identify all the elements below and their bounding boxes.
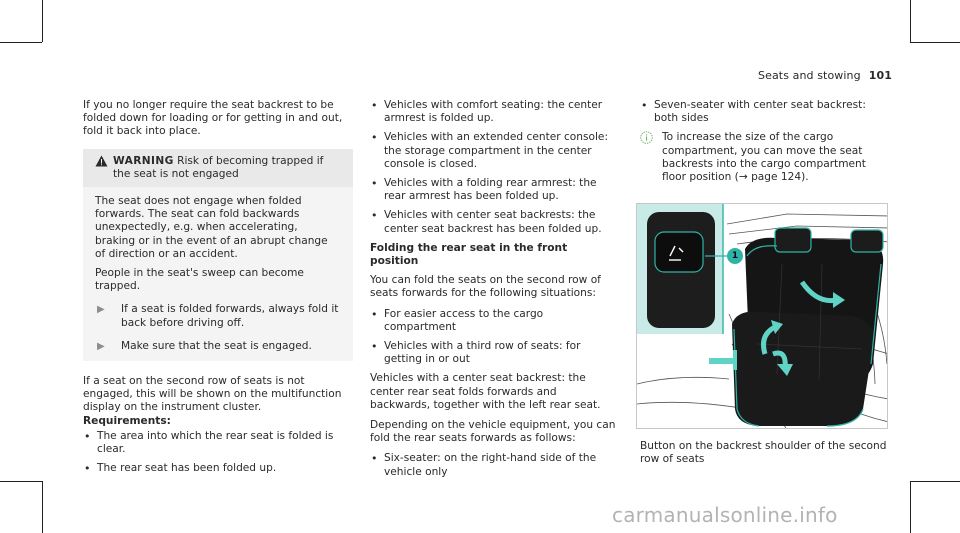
warning-label: WARNING bbox=[113, 154, 174, 167]
list-item: • The area into which the rear seat is folded is clear. bbox=[83, 430, 353, 456]
crop-mark bbox=[910, 0, 911, 42]
crop-mark bbox=[0, 42, 42, 43]
rear-seat-illustration bbox=[636, 203, 888, 429]
warning-step bbox=[95, 303, 341, 329]
list-item: • Seven-seater with center seat backrest: both sides bbox=[640, 99, 890, 125]
crop-mark bbox=[0, 481, 42, 482]
section-title: Seats and stowing bbox=[758, 69, 861, 82]
warning-step-text: Make sure that the seat is engaged. bbox=[121, 339, 312, 352]
section-heading: Folding the rear seat in the front position bbox=[370, 241, 568, 268]
figure-caption: Button on the backrest shoulder of the second row of seats bbox=[640, 440, 887, 466]
list-item: • For easier access to the cargo compartment bbox=[370, 308, 618, 334]
list-item: • Vehicles with comfort seating: the center armrest is folded up. bbox=[370, 99, 618, 125]
body-paragraph: You can fold the seats on the second row of seats forwards for the following situations: bbox=[370, 274, 601, 300]
situations-list bbox=[370, 308, 618, 367]
list-item: • Vehicles with a third row of seats: for getting in or out bbox=[370, 340, 618, 366]
body-paragraph: Vehicles with a center seat backrest: the center rear seat folds forwards and backwards, together with the left rear seat. bbox=[370, 372, 601, 411]
body-paragraph: Depending on the vehicle equipment, you can fold the rear seats forwards as follows: bbox=[370, 419, 616, 445]
seat-variant-list bbox=[370, 452, 618, 478]
warning-box bbox=[83, 149, 353, 361]
status-paragraph: If a seat on the second row of seats is not engaged, this will be shown on the multifunction display on the instrument cluster. bbox=[83, 375, 342, 414]
warning-step-text: If a seat is folded forwards, always fold it back before driving off. bbox=[121, 303, 339, 329]
crop-mark bbox=[42, 481, 43, 533]
crop-mark bbox=[42, 0, 43, 42]
warning-title-text: Risk of becoming trapped if the seat is not engaged bbox=[113, 154, 324, 180]
info-icon bbox=[640, 131, 662, 184]
crop-mark bbox=[910, 42, 960, 43]
seat-variant-list-continued bbox=[640, 99, 890, 125]
list-item: • Vehicles with center seat backrests: the center seat backrest has been folded up. bbox=[370, 209, 618, 235]
info-note bbox=[640, 131, 890, 184]
warning-title bbox=[113, 155, 341, 181]
list-item: • Vehicles with a folding rear armrest: the rear armrest has been folded up. bbox=[370, 177, 618, 203]
list-item: • The rear seat has been folded up. bbox=[83, 462, 353, 475]
watermark-text: carmanualsonline.info bbox=[612, 503, 838, 527]
intro-paragraph: If you no longer require the seat backrest to be folded down for loading or for getting in and out, fold it back into place. bbox=[83, 99, 343, 138]
list-item: • Six-seater: on the right-hand side of the vehicle only bbox=[370, 452, 618, 478]
crop-mark bbox=[910, 481, 960, 482]
column-left bbox=[83, 99, 353, 481]
requirements-list-continued bbox=[370, 99, 618, 236]
warning-header bbox=[83, 149, 353, 187]
column-right bbox=[640, 99, 890, 184]
warning-paragraph: The seat does not engage when folded forwards. The seat can fold backwards unexpectedly, e.g. when accelerating, braking or in the event of an abrupt change of direction or an accident. bbox=[95, 195, 328, 260]
requirements-label: Requirements: bbox=[83, 414, 171, 427]
callout-number: 1 bbox=[731, 251, 739, 261]
step-arrow-icon: ▶ bbox=[97, 304, 105, 316]
warning-step bbox=[95, 340, 341, 353]
list-item: • Vehicles with an extended center console: the storage compartment in the center console is closed. bbox=[370, 131, 618, 171]
column-middle bbox=[370, 99, 618, 485]
warning-triangle-icon bbox=[95, 155, 113, 181]
info-text: To increase the size of the cargo compartment, you can move the seat backrests into the cargo compartment floor position (→ page 124). bbox=[662, 131, 866, 184]
crop-mark bbox=[910, 481, 911, 533]
warning-body bbox=[83, 187, 353, 353]
running-header bbox=[758, 69, 892, 82]
step-arrow-icon: ▶ bbox=[97, 340, 105, 352]
page-number: 101 bbox=[868, 69, 892, 82]
warning-paragraph: People in the seat's sweep can become trapped. bbox=[95, 267, 304, 293]
requirements-list bbox=[83, 430, 353, 476]
